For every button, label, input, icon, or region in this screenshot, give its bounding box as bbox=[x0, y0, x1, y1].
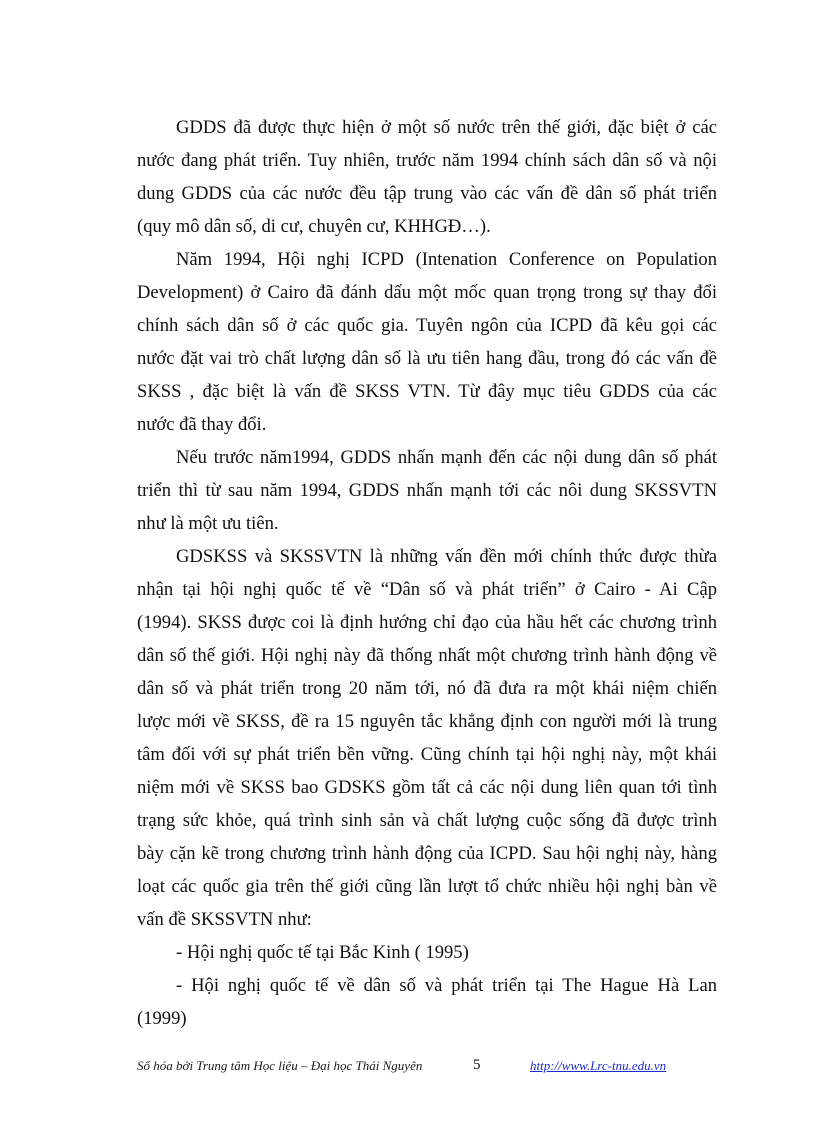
text-line: (1994). SKSS được coi là định hướng chỉ đạo của hầu hết các chương trình bbox=[137, 612, 717, 633]
text-line: - Hội nghị quốc tế về dân số và phát triển tại The Hague Hà Lan bbox=[176, 975, 717, 996]
page-footer bbox=[137, 1058, 682, 1078]
paragraph-2 bbox=[137, 243, 717, 441]
text-line: Development) ở Cairo đã đánh dấu một mốc quan trọng trong sự thay đổi bbox=[137, 282, 717, 303]
text-line: Nếu trước năm1994, GDDS nhấn mạnh đến các nội dung dân số phát bbox=[176, 447, 717, 468]
text-line: nước đặt vai trò chất lượng dân số là ưu tiên hang đầu, trong đó các vấn đề bbox=[137, 348, 717, 369]
text-line: loạt các quốc gia trên thế giới cũng lần lượt tổ chức nhiều hội nghị bàn về bbox=[137, 876, 717, 897]
text-line: nhận tại hội nghị quốc tế về “Dân số và phát triển” ở Cairo - Ai Cập bbox=[137, 579, 717, 600]
list-item-hague bbox=[137, 969, 717, 1035]
text-line: GDDS đã được thực hiện ở một số nước trên thế giới, đặc biệt ở các bbox=[176, 117, 717, 138]
text-line: niệm mới về SKSS bao GDSKS gồm tất cả các nội dung liên quan tới tình bbox=[137, 777, 717, 798]
text-line: - Hội nghị quốc tế tại Bắc Kinh ( 1995) bbox=[176, 942, 469, 963]
paragraph-1 bbox=[137, 111, 717, 243]
paragraph-4 bbox=[137, 540, 717, 936]
text-line: dân số thế giới. Hội nghị này đã thống nhất một chương trình hành động về bbox=[137, 645, 717, 666]
page-number: 5 bbox=[473, 1057, 481, 1073]
text-line: (quy mô dân số, di cư, chuyên cư, KHHGĐ…). bbox=[137, 216, 491, 237]
text-line: dân số và phát triển trong 20 năm tới, nó đã đưa ra một khái niệm chiến bbox=[137, 678, 717, 699]
footer-source: Số hóa bởi Trung tâm Học liệu – Đại học Thái Nguyên bbox=[137, 1058, 423, 1073]
text-line: GDSKSS và SKSSVTN là những vấn đền mới chính thức được thừa bbox=[176, 546, 717, 567]
text-line: lược mới về SKSS, đề ra 15 nguyên tắc khẳng định con người mới là trung bbox=[137, 711, 717, 732]
paragraph-3 bbox=[137, 441, 717, 540]
text-line: tâm đối với sự phát triển bền vững. Cũng chính tại hội nghị này, một khái bbox=[137, 744, 717, 765]
text-line: triển thì từ sau năm 1994, GDDS nhấn mạnh tới các nôi dung SKSSVTN bbox=[137, 480, 717, 501]
text-line: SKSS , đặc biệt là vấn đề SKSS VTN. Từ đây mục tiêu GDDS của các bbox=[137, 381, 717, 402]
text-line: chính sách dân số ở các quốc gia. Tuyên ngôn của ICPD đã kêu gọi các bbox=[137, 315, 717, 336]
text-line: nước đã thay đổi. bbox=[137, 414, 267, 435]
body-text bbox=[137, 111, 717, 1035]
text-line: vấn đề SKSSVTN như: bbox=[137, 909, 312, 930]
text-line: Năm 1994, Hội nghị ICPD (Intenation Conference on Population bbox=[176, 249, 717, 270]
text-line: trạng sức khỏe, quá trình sinh sản và chất lượng cuộc sống đã được trình bbox=[137, 810, 717, 831]
text-line: dung GDDS của các nước đều tập trung vào các vấn đề dân số phát triển bbox=[137, 183, 717, 204]
text-line: như là một ưu tiên. bbox=[137, 513, 279, 534]
text-line: bày cặn kẽ trong chương trình hành động của ICPD. Sau hội nghị này, hàng bbox=[137, 843, 717, 864]
list-item-beijing bbox=[137, 936, 717, 969]
text-line: (1999) bbox=[137, 1008, 187, 1029]
footer-link[interactable]: http://www.Lrc-tnu.edu.vn bbox=[530, 1058, 667, 1073]
text-line: nước đang phát triển. Tuy nhiên, trước năm 1994 chính sách dân số và nội bbox=[137, 150, 717, 171]
